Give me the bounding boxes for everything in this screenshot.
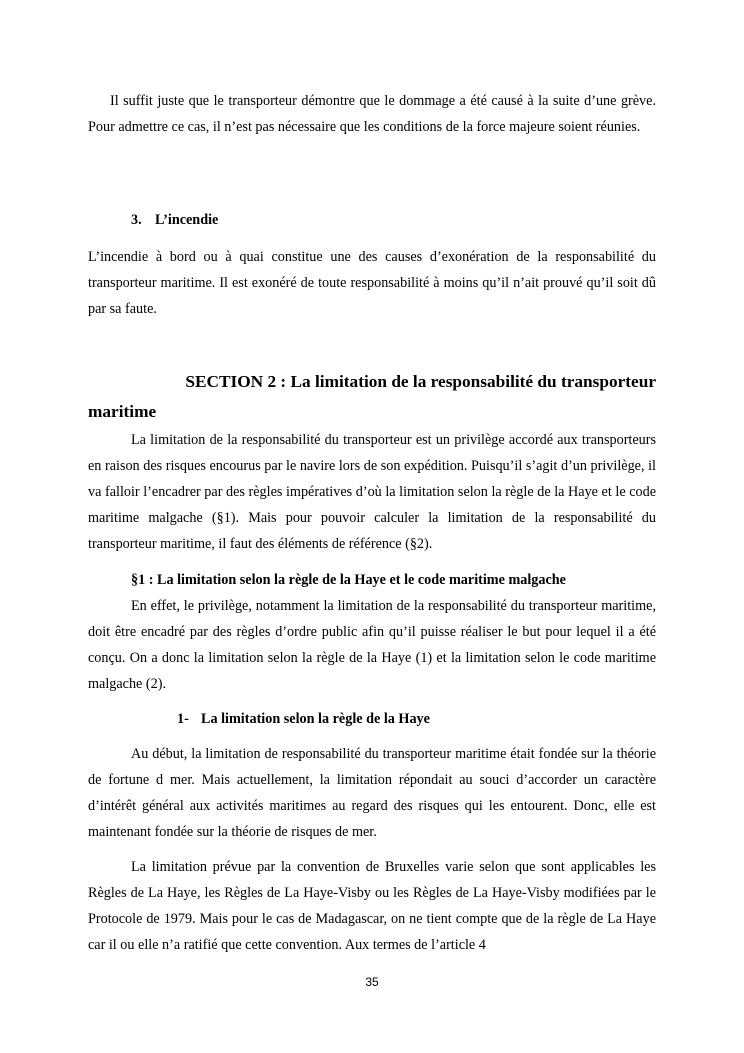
paragraph-incendie: L’incendie à bord ou à quai constitue une des causes d’exonération de la responsabilité du transporteur maritime. Il est exonéré de toute responsabilité à moins qu’il n’ait prouvé qu’il soit dû par sa faute. <box>88 249 656 317</box>
heading-number: 3. <box>131 212 142 228</box>
section-title-line1: SECTION 2 : La limitation de la responsabilité du transporteur <box>185 372 656 391</box>
heading-incendie <box>131 212 218 229</box>
subsubsection-heading <box>177 711 430 728</box>
paragraph-strike: Il suffit juste que le transporteur démontre que le dommage a été causé à la suite d’une grève. Pour admettre ce cas, il n’est pas nécessaire que les conditions de la force majeure soient réunies. <box>88 93 656 135</box>
paragraph-convention: La limitation prévue par la convention de Bruxelles varie selon que sont applicables les Règles de La Haye, les Règles de La Haye-Visby ou les Règles de La Haye-Visby modifiées par le Protocole de 1979. Mais pour le cas de Madagascar, on ne tient compte que de la règle de La Haye car il ou elle n’a ratifié que cette convention. Aux termes de l’article 4 <box>88 859 656 953</box>
paragraph-section-intro: La limitation de la responsabilité du transporteur est un privilège accordé aux transporteurs en raison des risques encourus par le navire lors de son expédition. Puisqu’il s’agit d’un privilège, il va falloir l’encadrer par des règles impératives d’où la limitation selon la règle de la Haye et le code maritime malgache (§1). Mais pour pouvoir calculer la limitation de la responsabilité du transporteur maritime, il faut des éléments de référence (§2). <box>88 432 656 552</box>
heading-title: L’incendie <box>155 212 219 228</box>
section-title <box>88 367 656 427</box>
page-number: 35 <box>365 975 379 989</box>
subsubsection-number: 1- <box>177 711 189 727</box>
subsection-heading-1: §1 : La limitation selon la règle de la Haye et le code maritime malgache <box>131 572 566 588</box>
subsubsection-title: La limitation selon la règle de la Haye <box>201 711 430 727</box>
paragraph-haye-intro: Au début, la limitation de responsabilité du transporteur maritime était fondée sur la théorie de fortune d mer. Mais actuellement, la limitation répondait au souci d’accorder un caractère d’intérêt général aux activités maritimes au regard des risques qui les entourent. Donc, elle est maintenant fondée sur la théorie de risques de mer. <box>88 746 656 840</box>
section-title-line2: maritime <box>88 402 157 421</box>
paragraph-subsection-intro: En effet, le privilège, notamment la limitation de la responsabilité du transporteur maritime, doit être encadré par des règles d’ordre public afin qu’il puisse réaliser le but pour lequel il a été conçu. On a donc la limitation selon la règle de la Haye (1) et la limitation selon le code maritime malgache (2). <box>88 598 656 692</box>
